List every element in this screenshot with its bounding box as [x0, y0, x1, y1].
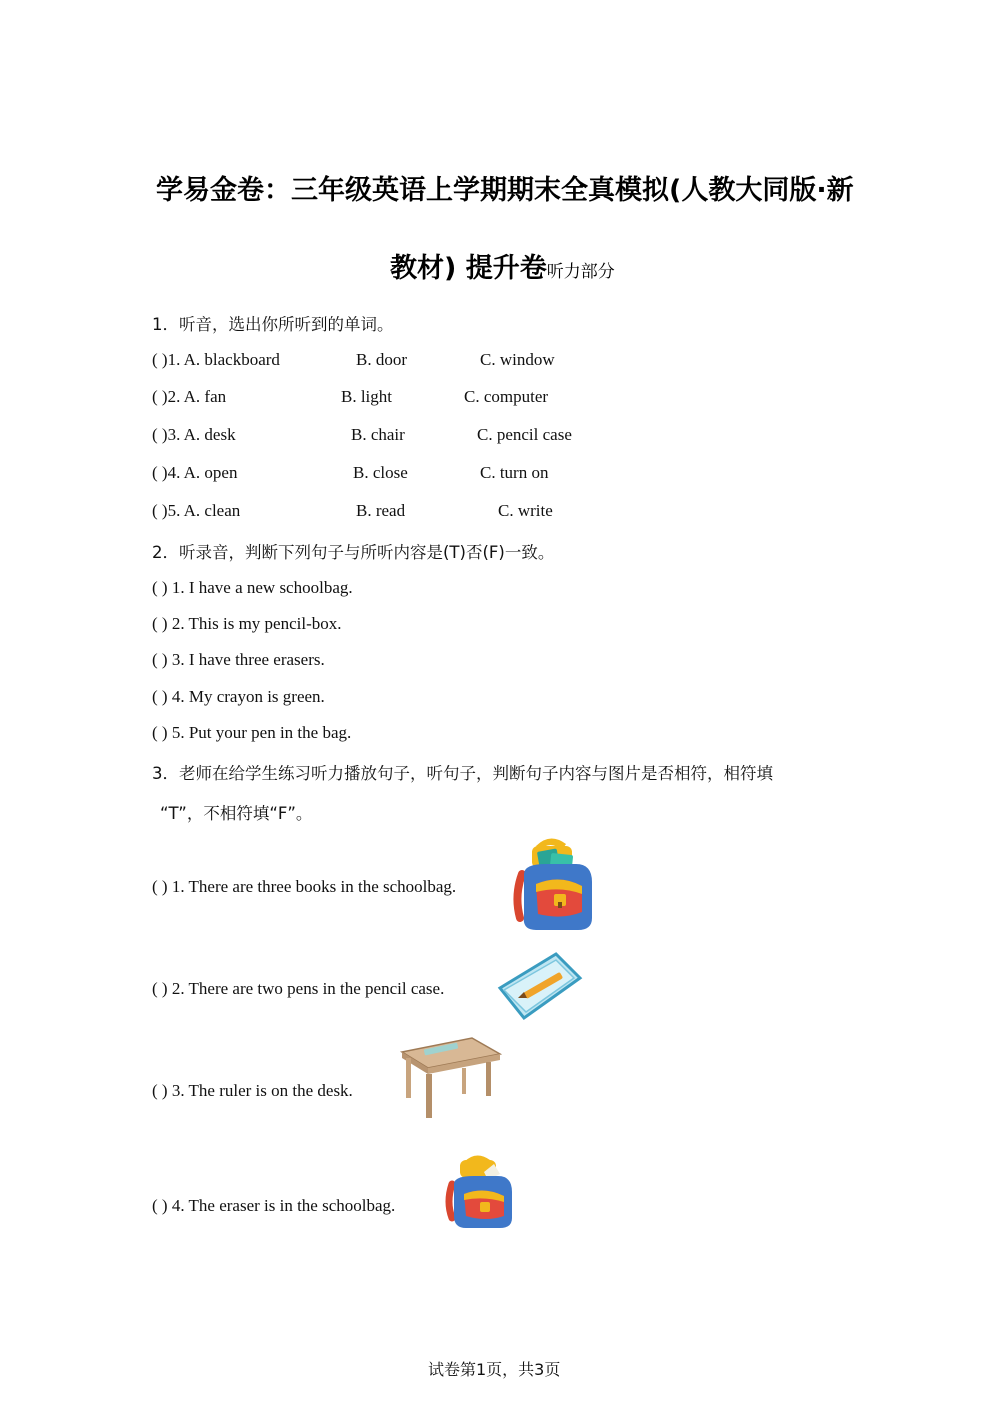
option-c: C. turn on: [480, 463, 549, 482]
list-item: ( ) 3. I have three erasers.: [152, 650, 325, 669]
list-item: [152, 387, 652, 409]
option-c: C. computer: [464, 387, 549, 406]
option-b: B. door: [356, 350, 407, 369]
option-b: B. close: [353, 463, 408, 482]
list-item: [152, 463, 652, 485]
pencil-case-icon: [494, 948, 584, 1024]
option-b: B. read: [356, 501, 406, 520]
section1-heading: 1．听音，选出你所听到的单词。: [152, 315, 394, 334]
list-item: ( ) 4. The eraser is in the schoolbag.: [152, 1196, 396, 1215]
section3-heading-line1: 3．老师在给学生练习听力播放句子，听句子，判断句子内容与图片是否相符，相符填: [152, 764, 773, 783]
title-subtitle: 听力部分: [546, 262, 615, 282]
page-title-line2: [390, 246, 615, 285]
list-item: ( ) 2. This is my pencil-box.: [152, 614, 342, 633]
title-main: 教材) 提升卷: [390, 253, 547, 284]
option-c: C. window: [480, 350, 555, 369]
option-a: ( )4. A. open: [152, 463, 238, 482]
option-a: ( )3. A. desk: [152, 425, 236, 444]
section2-heading: 2．听录音，判断下列句子与所听内容是(T)否(F)一致。: [152, 543, 555, 562]
option-b: B. light: [341, 387, 393, 406]
schoolbag-icon: [442, 1150, 516, 1232]
option-b: B. chair: [351, 425, 405, 444]
list-item: [152, 425, 652, 447]
desk-with-ruler-icon: [398, 1034, 504, 1122]
option-a: ( )5. A. clean: [152, 501, 241, 520]
list-item: [152, 501, 652, 523]
option-c: C. write: [498, 501, 553, 520]
option-a: ( )1. A. blackboard: [152, 350, 280, 369]
list-item: ( ) 3. The ruler is on the desk.: [152, 1081, 353, 1100]
list-item: ( ) 5. Put your pen in the bag.: [152, 723, 352, 742]
schoolbag-with-books-icon: [506, 834, 598, 934]
list-item: ( ) 1. I have a new schoolbag.: [152, 578, 353, 597]
option-c: C. pencil case: [477, 425, 572, 444]
list-item: ( ) 4. My crayon is green.: [152, 687, 325, 706]
list-item: [152, 350, 652, 372]
section3-heading-line2: “T”，不相符填“F”。: [160, 804, 313, 823]
option-a: ( )2. A. fan: [152, 387, 227, 406]
list-item: ( ) 1. There are three books in the schoolbag.: [152, 877, 457, 896]
page-footer: 试卷第1页，共3页: [428, 1360, 561, 1379]
list-item: ( ) 2. There are two pens in the pencil case.: [152, 979, 445, 998]
page-title-line1: 学易金卷：三年级英语上学期期末全真模拟(人教大同版·新: [156, 175, 854, 206]
